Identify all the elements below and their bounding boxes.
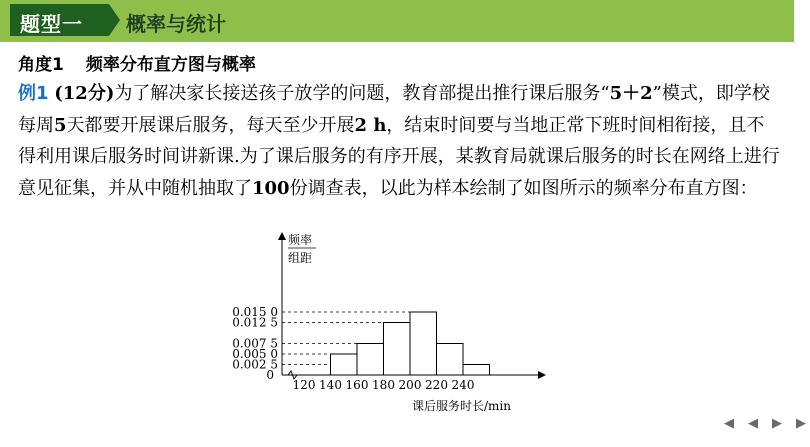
problem-text: [18, 78, 780, 204]
histogram-bar: [437, 344, 464, 376]
problem-b4: 100: [252, 177, 290, 199]
x-tick-label: 200: [398, 378, 422, 392]
header-tag: 题型一: [20, 12, 83, 36]
histogram-bar: [331, 354, 358, 375]
angle-label: 角度1: [18, 55, 64, 75]
y-tick-label: 0.012 5: [232, 315, 278, 330]
origin-label: 0: [266, 368, 274, 382]
prev-slide-icon[interactable]: ◀: [748, 416, 758, 431]
problem-t3: 天都要开展课后服务，每天至少开展: [66, 114, 355, 136]
problem-b2: 5: [54, 114, 67, 136]
score: (12分): [54, 83, 115, 104]
histogram-bar: [463, 365, 490, 376]
first-slide-icon[interactable]: ◀: [724, 416, 734, 431]
problem-b3: 2 h: [354, 114, 387, 136]
section-heading: [18, 50, 256, 75]
histogram-bar: [357, 344, 384, 376]
x-tick-label: 120: [292, 378, 316, 392]
x-tick-label: 220: [425, 378, 448, 392]
example-label: 例1: [18, 83, 49, 104]
x-tick-label: 180: [372, 378, 395, 392]
next-slide-icon[interactable]: ▶: [772, 416, 782, 431]
header-title: 概率与统计: [126, 12, 226, 36]
angle-title: 频率分布直方图与概率: [85, 55, 256, 75]
y-tick-label: 0.002 5: [232, 357, 278, 372]
y-tick-label: 0.007 5: [232, 336, 278, 351]
last-slide-icon[interactable]: ▶: [796, 416, 806, 431]
histogram-chart: [220, 228, 560, 420]
problem-t2: ”模式，即学校每周: [18, 83, 770, 136]
y-tick-label: 0.005 0: [232, 347, 278, 361]
histogram-bar: [384, 323, 411, 376]
x-tick-label: 240: [451, 378, 475, 392]
slide-navigation: [720, 414, 810, 434]
problem-b1: 5＋2: [609, 83, 653, 104]
y-axis-label-denominator: 组距: [288, 251, 313, 265]
y-tick-label: 0.015 0: [232, 305, 278, 319]
x-tick-label: 160: [345, 378, 369, 392]
problem-t1: 为了解决家长接送孩子放学的问题，教育部提出推行课后服务“: [114, 83, 610, 104]
x-tick-label: 140: [319, 378, 342, 392]
x-axis-label: 课后服务时长/min: [412, 399, 511, 413]
y-axis-label-numerator: 频率: [288, 233, 313, 247]
histogram-bar: [410, 312, 437, 375]
problem-t5: 份调查表，以此为样本绘制了如图所示的频率分布直方图：: [289, 177, 758, 199]
problem-t4: ，结束时间要与当地正常下班时间相衔接，且不得利用课后服务时间讲新课.为了课后服务的有序开展，某教育局就课后服务的时长在网络上进行意见征集，并从中随机抽取了: [18, 114, 780, 199]
